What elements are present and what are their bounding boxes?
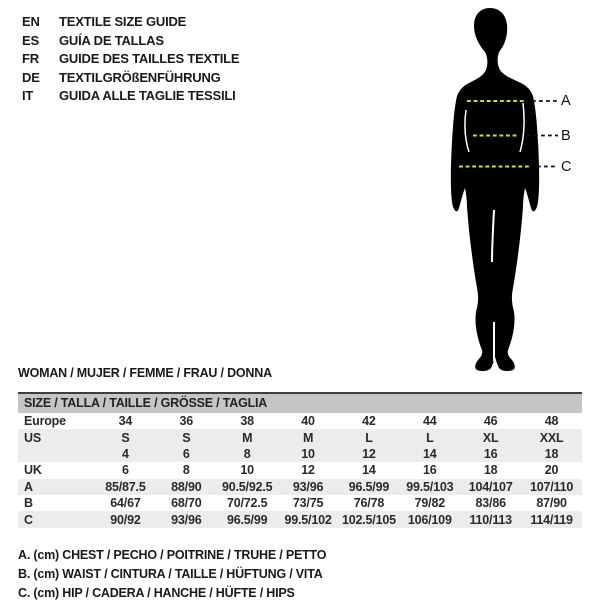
language-title: GUIDE DES TAILLES TEXTILE (59, 51, 240, 67)
size-cell: M (242, 430, 253, 445)
row-label: B (24, 496, 33, 511)
table-row (18, 413, 582, 429)
language-code: FR (22, 51, 39, 67)
size-cell: 107/110 (530, 479, 574, 494)
size-cell: 8 (182, 463, 190, 478)
size-cell: S (121, 430, 130, 445)
language-code: EN (22, 14, 40, 29)
language-title: TEXTILGRÖßENFÜHRUNG (59, 69, 221, 85)
size-cell: 14 (362, 463, 376, 478)
size-cell: 114/119 (530, 512, 573, 527)
section-title: WOMAN / MUJER / FEMME / FRAU / DONNA (18, 366, 272, 380)
size-cell: 34 (118, 414, 133, 429)
measurement-legend (18, 546, 326, 604)
size-cell: 79/82 (414, 496, 445, 511)
marker-c-label: C (561, 158, 572, 175)
size-cell: 36 (179, 414, 194, 429)
language-row-es (22, 32, 239, 51)
size-cell: 83/86 (475, 496, 506, 511)
size-cell: 102.5/105 (342, 512, 396, 527)
size-cell: 68/70 (171, 496, 202, 511)
size-cell: 10 (301, 446, 315, 461)
size-cell: 38 (240, 414, 254, 429)
table-row (18, 511, 582, 527)
size-cell: M (302, 430, 314, 445)
size-cell: 99.5/103 (406, 479, 454, 494)
row-label: UK (24, 463, 42, 478)
language-title: TEXTILE SIZE GUIDE (59, 14, 187, 29)
size-cell: 16 (483, 446, 498, 461)
size-cell: 76/78 (353, 496, 385, 511)
row-label: A (24, 479, 33, 494)
size-cell: 93/96 (171, 512, 202, 527)
table-row (18, 479, 582, 495)
marker-b-label: B (561, 127, 571, 144)
size-cell: 106/109 (407, 512, 452, 527)
size-cell: 6 (182, 446, 190, 461)
size-cell: 88/90 (171, 479, 202, 494)
row-label: Europe (24, 414, 66, 429)
row-label: US (24, 430, 41, 445)
size-cell: L (365, 430, 373, 445)
size-cell: XL (482, 430, 499, 445)
size-cell: 90/92 (110, 512, 141, 527)
size-cell: 16 (423, 463, 437, 478)
table-row (18, 495, 582, 511)
size-cell: 12 (301, 463, 315, 478)
language-row-it (22, 87, 239, 106)
size-cell: 99.5/102 (284, 512, 332, 527)
size-cell: 93/96 (292, 479, 324, 494)
legend-item: C. (cm) HIP / CADERA / HANCHE / HÜFTE / HIPS (18, 586, 295, 601)
size-table-header: SIZE / TALLA / TAILLE / GRÖSSE / TAGLIA (18, 393, 582, 413)
marker-a-label: A (561, 93, 571, 109)
size-cell: XXL (539, 430, 564, 445)
size-cell: 4 (122, 446, 129, 461)
size-cell: 96.5/99 (348, 479, 390, 494)
language-row-en (22, 13, 239, 32)
size-table-header-row (18, 393, 582, 413)
size-cell: 64/67 (110, 496, 141, 511)
row-label (18, 446, 95, 462)
size-cell: 46 (483, 414, 498, 429)
size-cell: L (426, 430, 434, 445)
size-cell: 90.5/92.5 (222, 479, 273, 494)
size-cell: 10 (240, 463, 254, 478)
language-title: GUIDA ALLE TAGLIE TESSILI (59, 88, 236, 104)
woman-silhouette-icon (451, 8, 539, 371)
table-row (18, 446, 582, 462)
size-cell: 73/75 (292, 496, 324, 511)
table-row (18, 429, 582, 445)
language-title: GUÍA DE TALLAS (59, 32, 164, 48)
row-label: C (24, 512, 33, 527)
size-cell: S (182, 430, 191, 445)
legend-item: A. (cm) CHEST / PECHO / POITRINE / TRUHE / PETTO (18, 548, 327, 562)
size-cell: 70/72.5 (227, 496, 268, 511)
size-cell: 40 (301, 414, 315, 429)
language-code: DE (22, 69, 40, 85)
table-row (18, 462, 582, 478)
size-cell: 96.5/99 (227, 512, 268, 527)
language-row-de (22, 69, 239, 88)
size-cell: 8 (243, 446, 251, 461)
language-code: ES (22, 32, 39, 48)
size-cell: 14 (423, 446, 437, 461)
size-cell: 44 (423, 414, 437, 429)
language-code: IT (22, 88, 34, 104)
size-cell: 20 (544, 463, 559, 478)
size-cell: 85/87.5 (105, 479, 146, 494)
size-cell: 48 (544, 414, 559, 429)
legend-item: B. (cm) WAIST / CINTURA / TAILLE / HÜFTUNG / VITA (18, 567, 323, 582)
size-cell: 12 (362, 446, 376, 461)
size-cell: 104/107 (468, 479, 513, 494)
size-cell: 87/90 (536, 496, 567, 511)
size-table (18, 392, 582, 528)
size-cell: 42 (362, 414, 376, 429)
size-cell: 110/113 (469, 512, 512, 527)
size-cell: 18 (544, 446, 559, 461)
size-cell: 6 (122, 463, 129, 478)
language-list (22, 13, 239, 106)
size-cell: 18 (483, 463, 498, 478)
language-row-fr (22, 50, 239, 69)
